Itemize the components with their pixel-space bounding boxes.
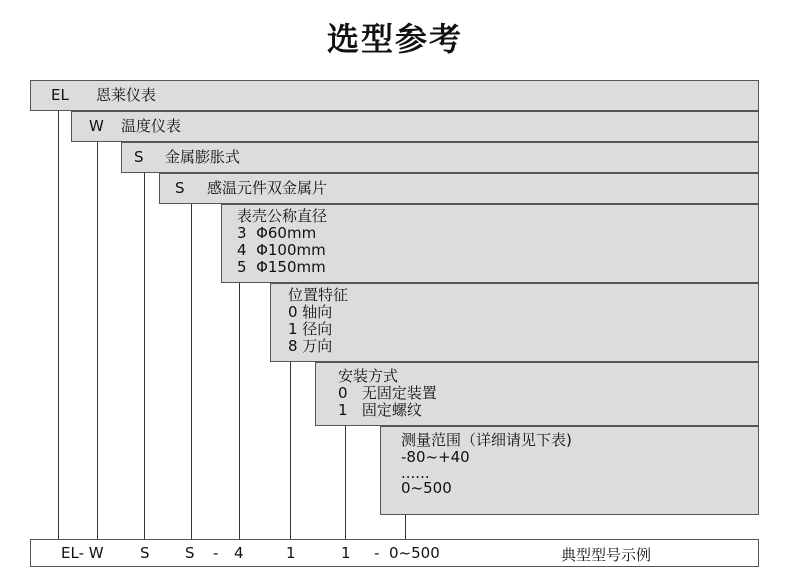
position-option: 8 万向 xyxy=(288,337,333,355)
example-part: - xyxy=(213,544,219,562)
level-box-category xyxy=(71,111,759,142)
position-box xyxy=(270,283,759,362)
type-code: S xyxy=(134,148,144,166)
example-part: EL- W xyxy=(61,544,104,562)
range-box xyxy=(380,426,759,515)
connector-line-element xyxy=(191,204,192,539)
connector-line-type xyxy=(144,173,145,539)
mounting-option: 1 固定螺纹 xyxy=(338,401,422,419)
page-title: 选型参考 xyxy=(326,20,463,58)
example-part: - xyxy=(374,544,380,562)
mounting-option: 0 无固定装置 xyxy=(338,384,437,402)
level-box-element xyxy=(159,173,759,204)
category-label: 温度仪表 xyxy=(121,117,182,135)
brand-code: EL xyxy=(51,86,69,104)
category-code: W xyxy=(89,117,104,135)
dial-option: 4 Φ100mm xyxy=(237,241,326,259)
range-line: -80~+40 xyxy=(401,448,470,466)
dial-diameter-box xyxy=(221,204,759,283)
level-box-brand xyxy=(30,80,759,111)
example-part: S xyxy=(185,544,195,562)
example-part: 4 xyxy=(234,544,244,562)
connector-line-mounting xyxy=(345,426,346,539)
connector-line-category xyxy=(97,142,98,539)
example-part: S xyxy=(140,544,150,562)
mounting-heading: 安装方式 xyxy=(338,367,399,385)
connector-line-range xyxy=(405,515,406,539)
element-label: 感温元件双金属片 xyxy=(207,179,328,197)
element-code: S xyxy=(175,179,185,197)
example-label: 典型型号示例 xyxy=(561,546,652,564)
brand-label: 恩莱仪表 xyxy=(96,86,157,104)
mounting-box xyxy=(315,362,759,426)
position-option: 0 轴向 xyxy=(288,303,333,321)
example-part: 1 xyxy=(341,544,351,562)
connector-line-dial xyxy=(239,283,240,539)
example-part: 1 xyxy=(286,544,296,562)
dial-diameter-heading: 表壳公称直径 xyxy=(237,207,328,225)
type-label: 金属膨胀式 xyxy=(165,148,241,166)
connector-line-brand xyxy=(58,111,59,539)
connector-line-position xyxy=(290,362,291,539)
range-line: ...... xyxy=(401,464,430,482)
dial-option: 5 Φ150mm xyxy=(237,258,326,276)
example-part: 0~500 xyxy=(389,544,440,562)
position-heading: 位置特征 xyxy=(288,286,349,304)
level-box-type xyxy=(121,142,759,173)
range-line: 0~500 xyxy=(401,479,452,497)
position-option: 1 径向 xyxy=(288,320,333,338)
range-heading: 测量范围（详细请见下表) xyxy=(401,431,572,449)
example-model-bar xyxy=(30,539,759,567)
dial-option: 3 Φ60mm xyxy=(237,224,317,242)
